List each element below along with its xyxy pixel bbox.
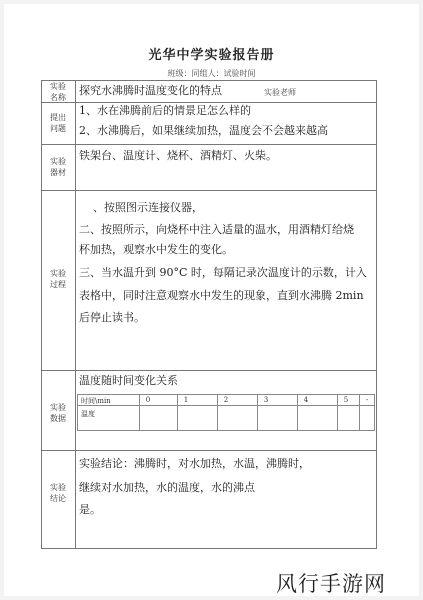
data-table-line: [359, 394, 360, 430]
label-experiment-name: 实验 名称: [50, 82, 66, 102]
conclusion-line: 是。: [79, 503, 101, 516]
time-value: 4: [303, 396, 309, 404]
time-value: 3: [263, 396, 269, 404]
experiment-name: 探究水沸腾时温度变化的特点: [79, 84, 222, 97]
label-question: 提出 问题: [50, 113, 66, 133]
label-data: 实验 数据: [50, 403, 66, 423]
data-table-line: [139, 394, 140, 430]
conclusion-line: 实验结论：沸腾时，对水加热，水温，沸腾时，: [79, 457, 310, 470]
data-table-line: [337, 394, 338, 430]
data-table-line: [177, 394, 178, 430]
process-line: 三、当水温升到 90°C 时，每隔记录次温度计的示数，计入: [79, 266, 367, 279]
label-process: 实验 过程: [50, 269, 66, 289]
data-table-line: [77, 394, 375, 395]
process-line: 杯加热，观察水中发生的变化。: [79, 243, 233, 256]
data-table-line: [217, 394, 218, 430]
question-line: 2、水沸腾后，如果继续加热，温度会不会越来越高: [79, 124, 328, 137]
label-equipment: 实验 器材: [50, 157, 66, 177]
process-line: 表格中，同时注意观察水中发生的现象，直到水沸腾 2min: [79, 289, 364, 302]
label-conclusion: 实验 结论: [50, 483, 66, 503]
data-table-line: [77, 430, 375, 431]
table-line: [41, 548, 377, 549]
watermark-logo: 风行手游网: [276, 572, 386, 596]
table-line: [41, 190, 377, 191]
table-line: [41, 80, 42, 548]
table-line: [41, 80, 377, 81]
page-title: 光华中学实验报告册: [148, 48, 275, 63]
time-value: -: [365, 396, 369, 404]
table-line: [41, 144, 377, 145]
table-line: [75, 80, 76, 548]
table-line: [376, 80, 377, 548]
data-table-line: [257, 394, 258, 430]
time-value: 5: [343, 396, 349, 404]
process-line: 二、按照所示，向烧杯中注入适量的温水，用酒精灯给烧: [79, 223, 354, 236]
equipment-list: 铁架台、温度计、烧杯、酒精灯、火柴。: [79, 149, 277, 162]
table-line: [41, 102, 377, 103]
report-table: [41, 80, 377, 548]
table-line: [41, 370, 377, 371]
time-value: 2: [223, 396, 229, 404]
page-subtitle: 班级：同组人：试验时间: [167, 69, 256, 78]
data-table-line: [77, 394, 78, 430]
teacher-label: 实验老师: [264, 88, 296, 97]
data-heading: 温度随时间变化关系: [79, 374, 178, 387]
process-line: 后停止读书。: [79, 311, 145, 324]
time-value: 1: [183, 396, 189, 404]
conclusion-line: 继续对水加热，水的温度，水的沸点: [79, 481, 255, 494]
data-table-line: [297, 394, 298, 430]
time-header: 时间\min: [81, 397, 111, 405]
data-table-line: [374, 394, 375, 430]
temperature-header: 温度: [81, 410, 95, 418]
table-line: [41, 450, 377, 451]
process-line: 、按照图示连接仪器，: [93, 201, 203, 214]
time-value: 0: [145, 396, 151, 404]
question-line: 1、水在沸腾前后的情景足怎么样的: [79, 104, 251, 117]
